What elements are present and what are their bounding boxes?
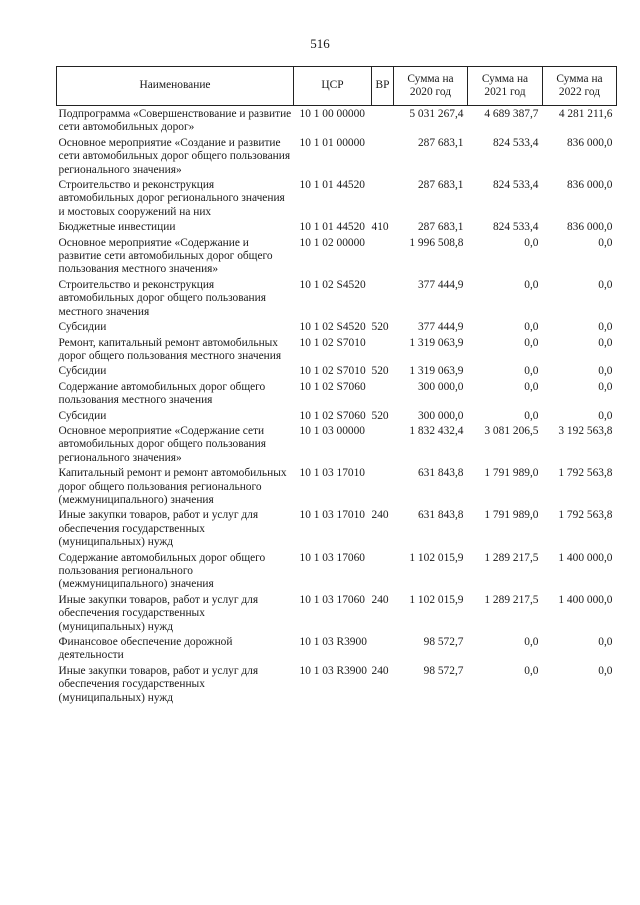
header-sum-2022: Сумма на 2022 год [543,67,617,106]
row-name: Капитальный ремонт и ремонт автомобильных дорог общего пользования регионального (межмуниципального) значения [58,467,287,506]
table-row [57,277,617,319]
row-sum-2021: 0,0 [524,409,539,422]
header-vr: ВР [372,67,394,106]
table-header [57,67,617,106]
row-sum-2020: 98 572,7 [423,636,464,649]
row-vr: 240 [371,593,389,606]
row-sum-2022: 0,0 [598,321,613,334]
row-vr [372,335,394,364]
row-csr: 10 1 03 17060 [299,593,365,606]
row-name: Основное мероприятие «Содержание и развитие сети автомобильных дорог общего пользования местного значения» [58,236,273,276]
row-name: Иные закупки товаров, работ и услуг для обеспечения государственных (муниципальных) нужд [58,664,259,704]
row-csr: 10 1 03 17010 [299,467,365,480]
table-row [57,379,617,408]
row-csr: 10 1 00 00000 [299,108,365,120]
row-sum-2022: 0,0 [598,380,613,393]
row-csr: 10 1 03 R3900 [299,664,367,677]
row-sum-2022: 1 792 563,8 [558,467,613,480]
header-name: Наименование [57,67,294,106]
row-sum-2020: 1 996 508,8 [409,236,464,249]
row-csr: 10 1 02 00000 [299,236,365,249]
row-sum-2021: 1 791 989,0 [484,509,539,522]
row-sum-2020: 5 031 267,4 [409,108,464,120]
row-csr: 10 1 02 S7060 [299,409,366,422]
row-sum-2020: 287 683,1 [417,136,464,149]
row-vr [372,277,394,319]
table-row [57,507,617,549]
row-sum-2021: 0,0 [524,321,539,334]
row-vr: 240 [371,664,389,677]
header-csr: ЦСР [294,67,372,106]
row-sum-2022: 0,0 [598,636,613,649]
row-sum-2020: 377 444,9 [417,321,464,334]
row-sum-2022: 836 000,0 [566,179,613,192]
row-name: Ремонт, капитальный ремонт автомобильных дорог общего пользования местного значения [58,336,282,362]
row-sum-2021: 824 533,4 [492,136,539,149]
row-sum-2021: 0,0 [524,336,539,349]
table-row [57,634,617,663]
row-name: Строительство и реконструкция автомобильных дорог общего пользования местного значения [58,278,266,318]
row-sum-2020: 1 319 063,9 [409,365,464,378]
row-sum-2022: 0,0 [598,409,613,422]
row-name: Бюджетные инвестиции [58,221,176,234]
row-vr: 520 [371,409,389,422]
row-sum-2021: 1 289 217,5 [484,593,539,606]
row-sum-2022: 0,0 [598,365,613,378]
table-row [57,592,617,634]
row-sum-2021: 0,0 [524,278,539,291]
row-sum-2020: 1 319 063,9 [409,336,464,349]
row-sum-2022: 836 000,0 [566,221,613,234]
table-row [57,135,617,177]
row-sum-2022: 0,0 [598,278,613,291]
row-vr [372,135,394,177]
page-number: 516 [310,36,330,51]
row-csr: 10 1 01 44520 [299,221,365,234]
row-vr [372,379,394,408]
row-vr: 240 [371,509,389,522]
row-sum-2021: 0,0 [524,365,539,378]
table-row [57,550,617,592]
row-csr: 10 1 03 17010 [299,509,365,522]
row-sum-2022: 1 792 563,8 [558,509,613,522]
row-csr: 10 1 02 S7010 [299,336,366,349]
row-sum-2020: 287 683,1 [417,179,464,192]
row-vr: 520 [371,321,389,334]
row-sum-2022: 3 192 563,8 [558,424,613,437]
row-vr [372,550,394,592]
row-vr [372,177,394,219]
table-row [57,219,617,234]
header-sum-2021: Сумма на 2021 год [468,67,543,106]
row-csr: 10 1 02 S4520 [299,321,366,334]
row-sum-2021: 0,0 [524,236,539,249]
row-sum-2021: 0,0 [524,664,539,677]
row-csr: 10 1 03 00000 [299,424,365,437]
row-vr [372,465,394,507]
row-sum-2021: 1 791 989,0 [484,467,539,480]
row-sum-2021: 824 533,4 [492,179,539,192]
table-row [57,465,617,507]
row-sum-2021: 0,0 [524,636,539,649]
row-sum-2020: 631 843,8 [417,509,464,522]
table-row [57,106,617,135]
table-row [57,335,617,364]
row-csr: 10 1 01 00000 [299,136,365,149]
row-name: Субсидии [58,409,107,422]
table-row [57,177,617,219]
table-row [57,408,617,423]
header-row [57,67,617,106]
row-csr: 10 1 02 S4520 [299,278,366,291]
row-name: Иные закупки товаров, работ и услуг для обеспечения государственных (муниципальных) нужд [58,593,259,633]
row-sum-2022: 0,0 [598,336,613,349]
row-sum-2021: 4 689 387,7 [484,108,539,120]
row-name: Основное мероприятие «Создание и развитие сети автомобильных дорог общего пользования регионального значения» [58,136,291,176]
row-sum-2020: 287 683,1 [417,221,464,234]
row-name: Субсидии [58,321,107,334]
row-name: Основное мероприятие «Содержание сети автомобильных дорог общего пользования регионального значения» [58,424,266,464]
row-sum-2020: 1 102 015,9 [409,593,464,606]
row-sum-2022: 1 400 000,0 [558,551,613,564]
row-sum-2020: 300 000,0 [417,409,464,422]
row-sum-2022: 1 400 000,0 [558,593,613,606]
row-csr: 10 1 02 S7060 [299,380,366,393]
row-sum-2021: 824 533,4 [492,221,539,234]
row-vr: 410 [371,221,389,234]
row-sum-2022: 0,0 [598,664,613,677]
table-row [57,319,617,334]
row-sum-2022: 4 281 211,6 [558,108,613,120]
table-row [57,663,617,705]
header-sum-2020: Сумма на 2020 год [394,67,468,106]
row-sum-2020: 1 832 432,4 [409,424,464,437]
row-name: Иные закупки товаров, работ и услуг для обеспечения государственных (муниципальных) нужд [58,509,259,549]
row-vr [372,423,394,465]
row-name: Содержание автомобильных дорог общего пользования местного значения [58,380,266,407]
row-sum-2021: 1 289 217,5 [484,551,539,564]
row-name: Содержание автомобильных дорог общего пользования регионального (межмуниципального) значения [58,551,266,591]
row-sum-2020: 98 572,7 [423,664,464,677]
table-row [57,423,617,465]
row-sum-2020: 1 102 015,9 [409,551,464,564]
row-vr [372,106,394,135]
row-sum-2020: 300 000,0 [417,380,464,393]
table-row [57,235,617,277]
row-name: Финансовое обеспечение дорожной деятельности [58,636,233,662]
row-csr: 10 1 01 44520 [299,179,365,192]
row-vr: 520 [371,365,389,378]
table-row [57,363,617,378]
row-vr [372,235,394,277]
table-body [57,106,617,706]
row-sum-2021: 0,0 [524,380,539,393]
row-name: Субсидии [58,365,107,378]
row-sum-2021: 3 081 206,5 [484,424,539,437]
row-name: Строительство и реконструкция автомобильных дорог регионального значения и мостовых сооружений на них [58,179,285,218]
row-sum-2020: 631 843,8 [417,467,464,480]
row-vr [372,634,394,663]
row-csr: 10 1 03 R3900 [299,636,367,649]
row-csr: 10 1 03 17060 [299,551,365,564]
row-sum-2022: 0,0 [598,236,613,249]
row-csr: 10 1 02 S7010 [299,365,366,378]
budget-table [56,66,617,705]
row-name: Подпрограмма «Совершенствование и развитие сети автомобильных дорог» [58,108,292,134]
row-sum-2022: 836 000,0 [566,136,613,149]
row-sum-2020: 377 444,9 [417,278,464,291]
